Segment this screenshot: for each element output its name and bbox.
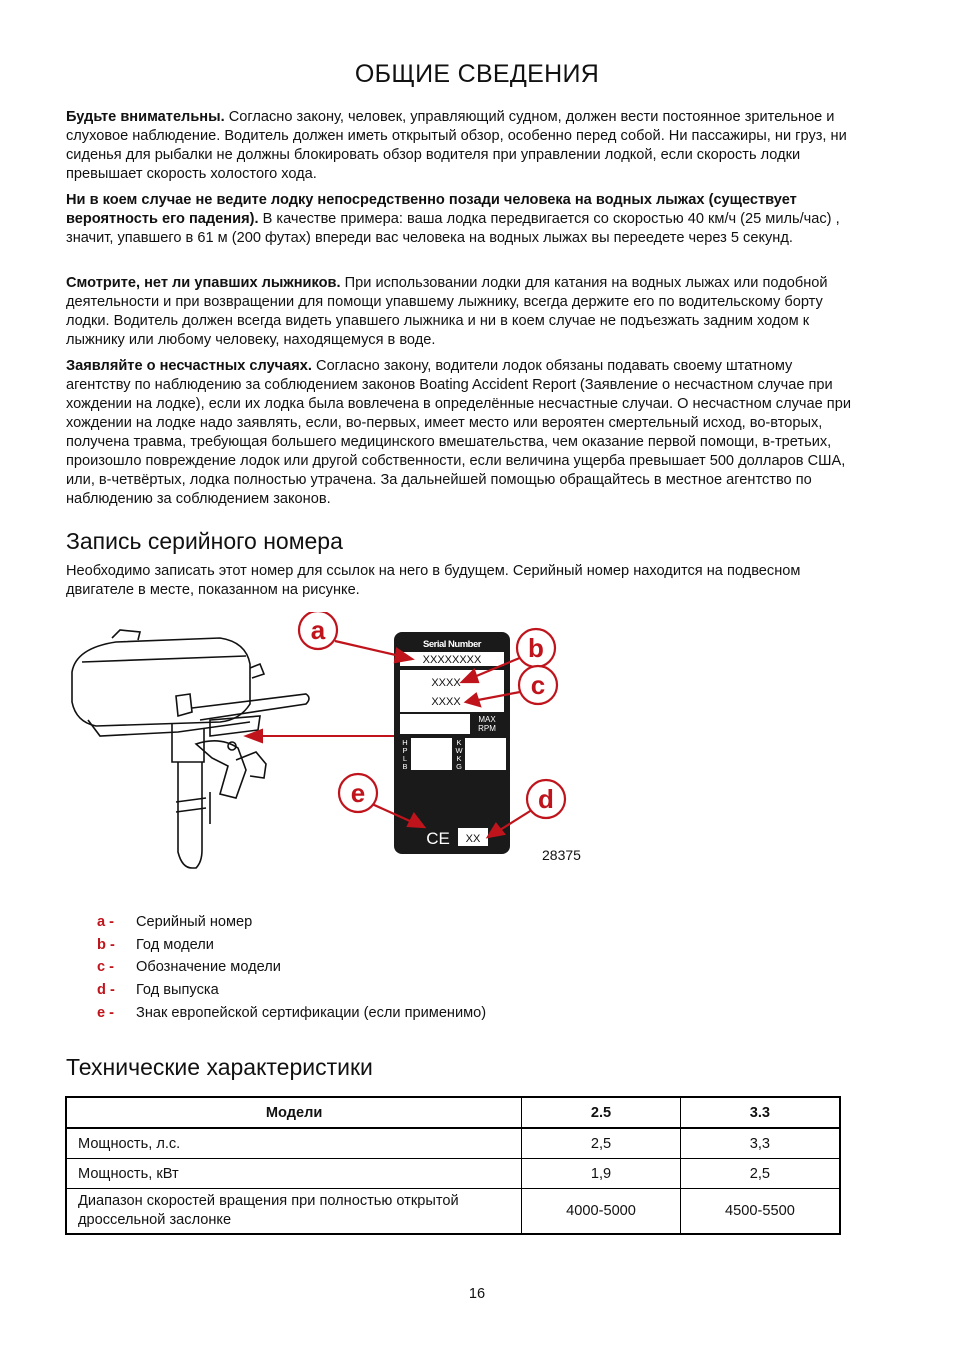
table-cell: 1,9 — [522, 1159, 681, 1189]
svg-text:H: H — [402, 738, 408, 747]
callout-e — [339, 774, 377, 812]
paragraph-text: Согласно закону, водители лодок обязаны подавать своему штатному агентству по наблюдению за соблюдением законов Boating Accident Report (Заявление о несчастном случае при хождении на лодке), если их лодка была вовлечена в определённые несчастные случаи. О несчастном случае при хождении на лодке надо заявлять, если, во-первых, имеет место или вероятен смертельный исход, во-вторых, получена травма, требующая большего медицинского вмешательства, чем оказание первой помощи, в-третьих, произошло повреждение лодок или другой собственности, если величина ущерба превышает 500 долларов США, или, в-четвёртых, лодка полностью утрачена. За дальнейшей помощью обращайтесь в местное агентство по наблюдению за соблюдением законов. — [66, 358, 851, 507]
paragraph-attention — [66, 108, 856, 184]
table-cell: 2,5 — [680, 1159, 840, 1189]
serial-text: Необходимо записать этот номер для ссылок на него в будущем. Серийный номер находится на подвесном двигателе в месте, показанном на рисунке. — [66, 563, 801, 598]
legend-text: Год модели — [136, 936, 214, 953]
plate-max-label: MAX — [478, 715, 496, 724]
table-cell: 4000-5000 — [522, 1189, 681, 1235]
legend-letter: b - — [97, 936, 115, 953]
paragraph-skier-behind — [66, 191, 856, 248]
legend-letter: c - — [97, 959, 115, 976]
figure-number: 28375 — [542, 847, 581, 863]
legend-letter: d - — [97, 982, 115, 999]
table-cell: Диапазон скоростей вращения при полностью открытой дроссельной заслонке — [66, 1189, 522, 1235]
paragraph-text: При использовании лодки для катания на водных лыжах или подобной деятельности и при возвращении для помощи упавшему лыжнику, всегда держите его по водительскому борту лодки. Водитель должен всегда видеть упавшего лыжника и ни в коем случае не подъезжать задним ходом к лыжнику или любому человеку, находящемуся в воде. — [66, 275, 828, 348]
plate-model-code: XXXX — [431, 696, 461, 708]
table-row — [66, 1189, 840, 1235]
legend-text: Обозначение модели — [136, 959, 281, 976]
svg-text:a: a — [310, 615, 326, 645]
table-cell: 2,5 — [522, 1128, 681, 1159]
legend-item — [97, 911, 486, 934]
table-row — [66, 1128, 840, 1159]
table-cell: 3,3 — [680, 1128, 840, 1159]
callout-a — [299, 612, 337, 649]
svg-text:e: e — [350, 778, 366, 808]
svg-text:L: L — [402, 754, 408, 763]
legend-letter: a - — [97, 914, 115, 930]
svg-text:b: b — [528, 633, 544, 663]
paragraph-text: В качестве примера: ваша лодка передвигается со скоростью 40 км/ч (25 миль/час) , значит, упавшего в 61 м (200 футах) впереди вас человека на водных лыжах вы переедете через 5 секунд. — [66, 211, 840, 246]
legend-letter: e - — [97, 1004, 115, 1021]
specs-heading: Технические характеристики — [66, 1054, 373, 1080]
legend-item — [97, 1002, 486, 1025]
serial-heading: Запись серийного номера — [66, 528, 343, 554]
outboard-motor-drawing — [72, 630, 309, 868]
table-header-row — [66, 1097, 840, 1128]
svg-text:c: c — [530, 670, 546, 700]
callout-b — [517, 629, 555, 667]
paragraph-fallen-skiers — [66, 274, 856, 350]
plate-serial-value: XXXXXXXX — [422, 654, 482, 666]
svg-text:K: K — [456, 754, 462, 763]
legend-text: Серийный номер — [136, 914, 253, 930]
column-header: 2.5 — [522, 1097, 681, 1128]
legend-item — [97, 956, 486, 979]
table-cell: Мощность, л.с. — [66, 1128, 522, 1159]
paragraph-accidents — [66, 357, 856, 509]
callout-d — [527, 780, 565, 818]
specs-table — [65, 1096, 841, 1235]
column-header: Модели — [66, 1097, 522, 1128]
svg-text:W: W — [455, 746, 463, 755]
svg-text:K: K — [456, 738, 462, 747]
legend-text: Год выпуска — [136, 982, 219, 999]
mount-arrow — [246, 730, 394, 742]
legend-text: Знак европейской сертификации (если применимо) — [136, 1004, 487, 1021]
paragraph-text: Согласно закону, человек, управляющий судном, должен вести постоянное зрительное и слуховое наблюдение. Водитель должен иметь открытый обзор, особенно перед собой. Ни пассажиры, ни груз, ни сиденья для рыбалки не должны блокировать обзор водителя при управлении лодкой, если скорость лодки превышает скорость холостого хода. — [66, 109, 847, 182]
paragraph-lead: Будьте внимательны. — [66, 109, 225, 125]
figure-legend — [97, 911, 486, 1025]
column-header: 3.3 — [680, 1097, 840, 1128]
paragraph-lead: Заявляйте о несчастных случаях. — [66, 358, 312, 374]
svg-text:P: P — [402, 746, 408, 755]
plate-title: Serial Number — [423, 639, 481, 650]
svg-text:d: d — [538, 784, 554, 814]
page-title: ОБЩИЕ СВЕДЕНИЯ — [354, 60, 600, 88]
page-number: 16 — [468, 1286, 486, 1302]
svg-text:B: B — [402, 762, 408, 771]
table-cell: 4500-5500 — [680, 1189, 840, 1235]
ce-mark: CE — [426, 829, 450, 848]
legend-item — [97, 979, 486, 1002]
table-row — [66, 1159, 840, 1189]
plate-rpm-label: RPM — [478, 724, 496, 733]
serial-plate-figure — [60, 612, 600, 872]
callout-c — [519, 666, 557, 704]
table-cell: Мощность, кВт — [66, 1159, 522, 1189]
paragraph-lead: Ни в коем случае не ведите лодку непосредственно позади человека на водных лыжах (существует вероятность его падения). — [66, 192, 797, 227]
legend-item — [97, 934, 486, 957]
paragraph-lead: Смотрите, нет ли упавших лыжников. — [66, 275, 341, 291]
plate-model-year: XXXX — [431, 677, 461, 689]
svg-text:G: G — [456, 762, 462, 771]
plate-year-value: XX — [465, 833, 481, 845]
